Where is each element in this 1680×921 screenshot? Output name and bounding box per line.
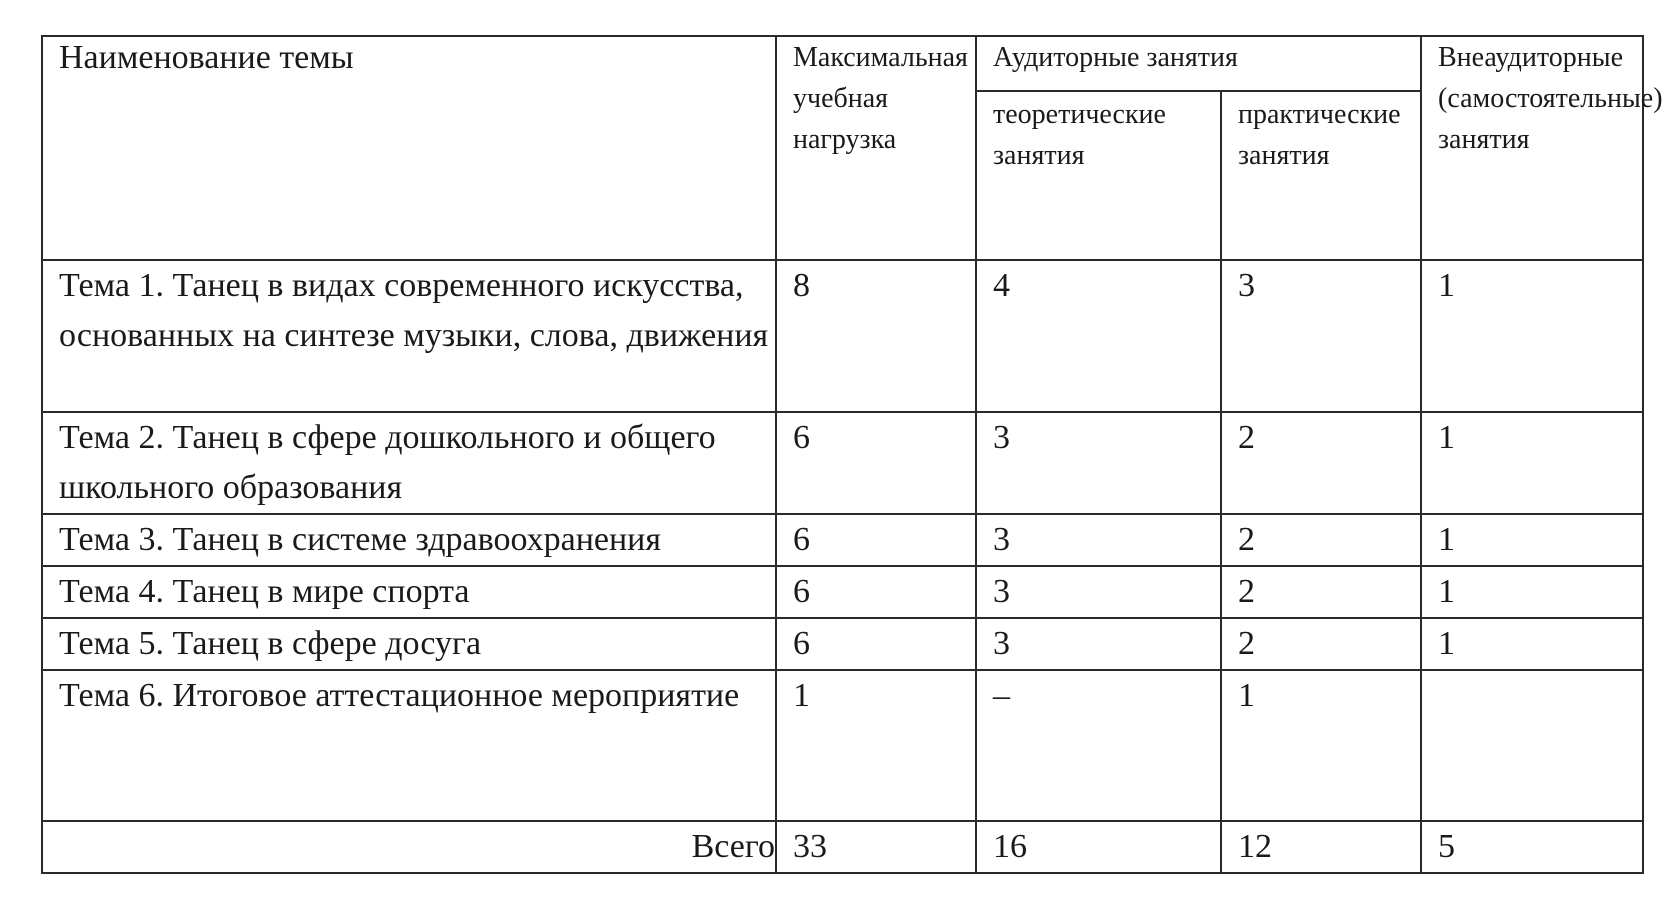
row-max-load: 6 <box>776 514 976 566</box>
total-theoretical: 16 <box>976 821 1221 873</box>
table-row <box>42 514 1643 566</box>
row-topic: Тема 4. Танец в мире спорта <box>42 566 776 618</box>
row-independent: 1 <box>1421 412 1643 514</box>
row-topic: Тема 6. Итоговое аттестационное мероприятие <box>42 670 776 821</box>
row-independent <box>1421 670 1643 821</box>
total-row <box>42 821 1643 873</box>
total-practical: 12 <box>1221 821 1421 873</box>
header-practical: практические занятия <box>1221 91 1421 260</box>
curriculum-table <box>41 35 1663 874</box>
row-independent: 1 <box>1421 260 1643 412</box>
row-theoretical: 3 <box>976 566 1221 618</box>
row-independent: 1 <box>1421 566 1643 618</box>
row-max-load: 6 <box>776 618 976 670</box>
row-practical: 1 <box>1221 670 1421 821</box>
row-practical: 2 <box>1221 566 1421 618</box>
row-independent: 1 <box>1421 514 1643 566</box>
table-row <box>42 260 1643 412</box>
row-topic: Тема 1. Танец в видах современного искусства, основанных на синтезе музыки, слова, движения <box>42 260 776 412</box>
header-topic: Наименование темы <box>42 36 776 260</box>
row-practical: 3 <box>1221 260 1421 412</box>
row-topic: Тема 2. Танец в сфере дошкольного и общего школьного образования <box>42 412 776 514</box>
header-independent: Внеаудиторные (самостоятельные) занятия <box>1421 36 1643 260</box>
row-topic: Тема 3. Танец в системе здравоохранения <box>42 514 776 566</box>
row-max-load: 1 <box>776 670 976 821</box>
header-auditorium: Аудиторные занятия <box>976 36 1421 91</box>
row-independent: 1 <box>1421 618 1643 670</box>
table-row <box>42 566 1643 618</box>
table-row <box>42 412 1643 514</box>
row-practical: 2 <box>1221 618 1421 670</box>
row-max-load: 6 <box>776 412 976 514</box>
total-label: Всего <box>42 821 776 873</box>
row-practical: 2 <box>1221 412 1421 514</box>
row-max-load: 8 <box>776 260 976 412</box>
total-independent: 5 <box>1421 821 1643 873</box>
header-row-top <box>42 36 1643 91</box>
row-topic: Тема 5. Танец в сфере досуга <box>42 618 776 670</box>
header-theoretical: теоретические занятия <box>976 91 1221 260</box>
row-theoretical: 3 <box>976 618 1221 670</box>
row-theoretical: 4 <box>976 260 1221 412</box>
row-max-load: 6 <box>776 566 976 618</box>
row-practical: 2 <box>1221 514 1421 566</box>
row-theoretical: 3 <box>976 514 1221 566</box>
total-max-load: 33 <box>776 821 976 873</box>
header-max-load: Максимальная учебная нагрузка <box>776 36 976 260</box>
table-row <box>42 670 1643 821</box>
row-theoretical: 3 <box>976 412 1221 514</box>
table-row <box>42 618 1643 670</box>
row-theoretical: – <box>976 670 1221 821</box>
